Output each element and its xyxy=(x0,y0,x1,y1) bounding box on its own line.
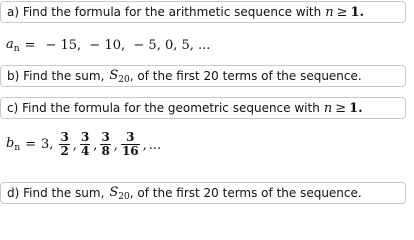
question-b-text-pre: b) Find the sum, xyxy=(7,69,105,83)
question-c-bound: 1. xyxy=(349,100,363,116)
question-b xyxy=(0,65,406,87)
fraction: $\frac{3}{16}$ xyxy=(121,130,139,158)
question-a-var: n xyxy=(325,4,334,20)
question-a-geq: ≥ xyxy=(336,4,348,20)
sequence-c-eq: = xyxy=(25,137,37,152)
question-d-sum: $S_{20}$ xyxy=(109,184,130,202)
question-d-text-post: , of the first 20 terms of the sequence. xyxy=(129,186,362,200)
question-c-text: c) Find the formula for the geometric sequence with xyxy=(7,101,320,115)
question-d-text-pre: d) Find the sum, xyxy=(7,186,105,200)
sequence-c-lhs: $b_n$ xyxy=(6,136,21,153)
question-a-bound: 1. xyxy=(350,4,365,20)
question-b-sum: $S_{20}$ xyxy=(109,67,130,85)
fraction: $\frac{3}{4}$ xyxy=(80,130,90,158)
sequence-c-ellipsis: ... xyxy=(148,138,162,153)
sequence-a-eq: = xyxy=(24,38,36,53)
question-a xyxy=(0,1,406,23)
question-c-var: n xyxy=(323,100,333,116)
question-a-text: a) Find the formula for the arithmetic sequence with xyxy=(7,5,322,19)
sequence-a xyxy=(6,37,210,54)
sequence-c-fractions: $\frac{3}{2}$ , $\frac{3}{4}$ , $\frac{3}{8}$ , $\frac{3}{16}$ , ... xyxy=(60,130,162,158)
fraction: $\frac{3}{2}$ xyxy=(60,130,69,158)
sequence-c-first-term: 3, xyxy=(41,137,54,152)
sequence-c xyxy=(6,131,161,158)
sequence-a-terms: − 15, − 10, − 5, 0, 5, ... xyxy=(45,38,211,53)
question-d xyxy=(0,182,406,204)
question-b-text-post: , of the first 20 terms of the sequence. xyxy=(129,69,362,83)
question-c xyxy=(0,97,406,119)
sequence-a-lhs: $a_n$ xyxy=(6,37,20,54)
question-c-geq: ≥ xyxy=(335,100,347,116)
fraction: $\frac{3}{8}$ xyxy=(101,130,110,158)
